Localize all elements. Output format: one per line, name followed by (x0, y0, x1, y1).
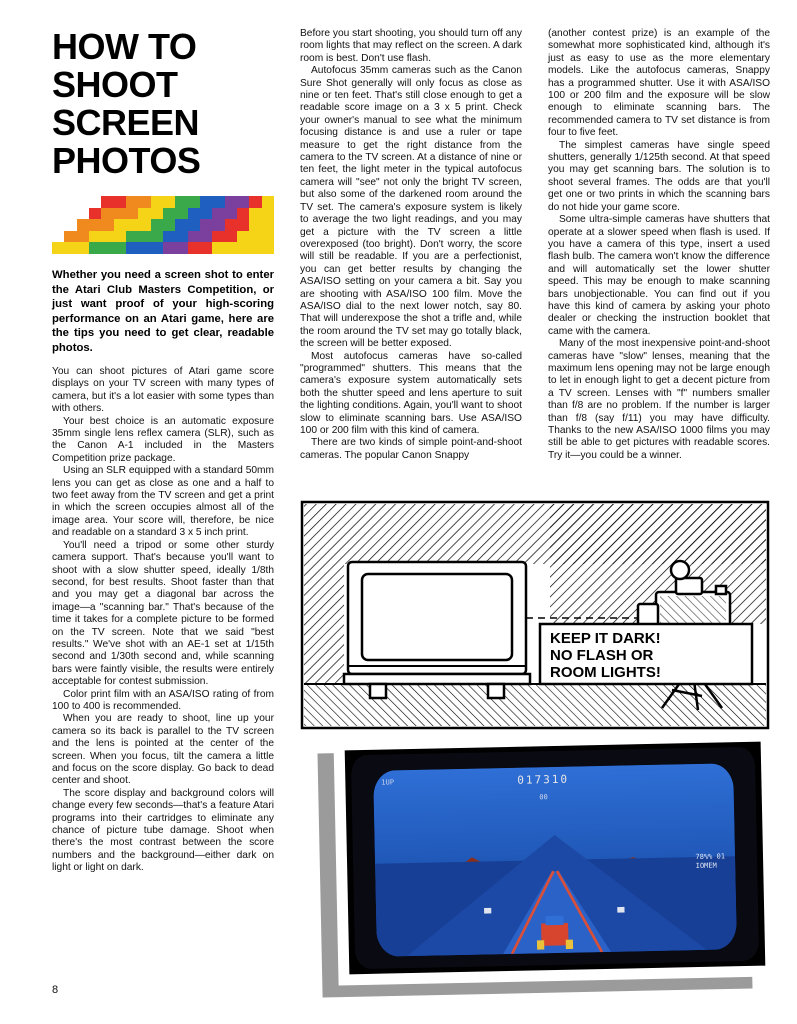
rainbow-cell (188, 208, 200, 220)
title-line-1: HOW TO (52, 26, 197, 67)
sign-line-1: KEEP IT DARK! (550, 630, 661, 647)
rainbow-cell (212, 208, 224, 220)
page-edge (787, 0, 797, 1024)
paragraph: The simplest cameras have single speed shutters, generally 1/125th second. At that speed you may get scanning bars. The solution is to shoot several frames. The odds are that you'll get one or two prints in which the scanning bars do not hide your game score. (548, 139, 770, 213)
sign-line-3: ROOM LIGHTS! (550, 664, 661, 681)
rainbow-row (52, 208, 274, 220)
page-number: 8 (52, 984, 59, 996)
rainbow-cell (138, 219, 150, 231)
rainbow-cell (188, 196, 200, 208)
rainbow-cell (89, 196, 101, 208)
paragraph: When you are ready to shoot, line up your camera so its back is parallel to the TV screen and the lens is pointed at the center of the screen. When you focus, tilt the camera a little and focus on the score display. Go back to dead center and shoot. (52, 713, 274, 787)
rainbow-cell (52, 208, 64, 220)
rainbow-cell (200, 219, 212, 231)
rainbow-cell (262, 231, 274, 243)
rainbow-cell (151, 219, 163, 231)
rainbow-cell (249, 196, 261, 208)
game-hud-left: 1UP (381, 778, 395, 787)
rainbow-cell (151, 231, 163, 243)
rainbow-cell (114, 208, 126, 220)
paragraph: There are two kinds of simple point-and-shoot cameras. The popular Canon Snappy (300, 437, 522, 461)
rainbow-cell (52, 219, 64, 231)
tv-bezel (351, 747, 759, 969)
rainbow-cell (212, 231, 224, 243)
rainbow-cell (77, 231, 89, 243)
paragraph: (another contest prize) is an example of the somewhat more sophisticated kind, although it's just as easy to use as the more elementary models. Like the autofocus cameras, Snappy has a programmed shutter. Use it with ASA/ISO 100 or 200 film and the exposure will be slow enough to eliminate scanning bars. The recommended camera to TV set distance is from four to five feet. (548, 28, 770, 139)
body-column-2 (300, 28, 522, 462)
rainbow-cell (101, 219, 113, 231)
rainbow-cell (175, 196, 187, 208)
rainbow-cell (114, 219, 126, 231)
rainbow-cell (101, 208, 113, 220)
rainbow-cell (225, 208, 237, 220)
rainbow-cell (163, 196, 175, 208)
rainbow-cell (114, 231, 126, 243)
rainbow-cell (89, 242, 101, 254)
rainbow-cell (163, 231, 175, 243)
paragraph: Using an SLR equipped with a standard 50mm lens you can get as close as one and a half to two feet away from the TV screen and get a print in which the screen occupies almost all of the image area. Your score will, therefore, be nice and readable on a standard 3 x 5 inch print. (52, 465, 274, 539)
rainbow-cell (126, 231, 138, 243)
game-score: 017310 (517, 772, 570, 787)
rainbow-cell (249, 219, 261, 231)
paragraph: You can shoot pictures of Atari game score displays on your TV screen with many types of camera, but it's a lot easier with some types than with others. (52, 366, 274, 415)
rainbow-cell (262, 196, 274, 208)
paragraph: Some ultra-simple cameras have shutters that operate at a slower speed when flash is used. If you have a camera of this type, insert a used flash bulb. The camera won't know the difference and will automatically set the lower shutter speed. This may be enough to make scanning bars unobjectionable. You can find out if you have this kind of camera by asking your photo dealer or checking the instruction booklet that came with the camera. (548, 214, 770, 337)
rainbow-cell (237, 208, 249, 220)
rainbow-cell (262, 208, 274, 220)
rainbow-cell (101, 231, 113, 243)
body-column-3 (548, 28, 770, 462)
rainbow-cell (237, 196, 249, 208)
rainbow-cell (212, 242, 224, 254)
camera-tv-illustration (300, 500, 770, 730)
rainbow-cell (175, 219, 187, 231)
rainbow-cell (138, 242, 150, 254)
rainbow-cell (64, 208, 76, 220)
title-line-2: SHOOT (52, 64, 178, 105)
rainbow-cell (249, 208, 261, 220)
rainbow-cell (77, 196, 89, 208)
rainbow-cell (200, 231, 212, 243)
rainbow-cell (138, 231, 150, 243)
rainbow-cell (237, 219, 249, 231)
rainbow-cell (212, 219, 224, 231)
rainbow-cell (52, 242, 64, 254)
photo-image (345, 742, 766, 975)
rainbow-cell (237, 231, 249, 243)
paragraph: You'll need a tripod or some other sturdy camera support. That's because you'll want to shoot with a slow shutter speed, ideally 1/8th second, for best results. Shoot faster than that and you may get a diagonal bar across the image—a "scanning bar." That's because of the time it takes for a complete picture to be formed on the TV screen. Note that we said "best results." We've shot with an AE-1 set at 1/15th second and 1/30th second and, while scanning bars were faintly visible, the results were entirely acceptable for contest submission. (52, 539, 274, 688)
rainbow-cell (77, 208, 89, 220)
rainbow-cell (101, 196, 113, 208)
rainbow-cell (200, 196, 212, 208)
rainbow-cell (101, 242, 113, 254)
rainbow-cell (52, 231, 64, 243)
rainbow-cell (52, 196, 64, 208)
rainbow-cell (126, 208, 138, 220)
body-column-1 (52, 366, 274, 875)
page-title (52, 28, 282, 180)
rainbow-row (52, 242, 274, 254)
photo-border (333, 730, 776, 985)
rainbow-row (52, 231, 274, 243)
rainbow-cell (188, 231, 200, 243)
paragraph: Your best choice is an automatic exposure 35mm single lens reflex camera (SLR), such as the Canon A-1 included in the Masters Competition prize package. (52, 415, 274, 464)
rainbow-cell (77, 242, 89, 254)
rainbow-cell (64, 231, 76, 243)
paragraph: The score display and background colors will change every few seconds—that's a feature Atari programs into their cartridges to eliminate any chance of picture tube damage. Shoot when there's the most contrast between the score numbers and the background—either dark on light or light on dark. (52, 787, 274, 874)
rainbow-cell (249, 242, 261, 254)
rainbow-cell (64, 196, 76, 208)
rainbow-cell (114, 196, 126, 208)
article-deck: Whether you need a screen shot to enter the Atari Club Masters Competition, or just want proof of your high-scoring performance on an Atari game, here are the tips you need to get clear, readable photos. (52, 269, 274, 354)
rainbow-cell (163, 242, 175, 254)
rainbow-cell (126, 219, 138, 231)
rainbow-row (52, 219, 274, 231)
game-hud-center: 00 (539, 793, 548, 802)
rainbow-cell (64, 242, 76, 254)
tv-screen (373, 763, 737, 956)
game-hud-right-line-1: 78%% 01 (695, 852, 726, 862)
rainbow-cell (175, 242, 187, 254)
rainbow-pixel-graphic (52, 196, 274, 254)
rainbow-cell (114, 242, 126, 254)
rainbow-cell (225, 231, 237, 243)
rainbow-cell (175, 208, 187, 220)
game-hud-right (695, 853, 725, 872)
rainbow-cell (89, 219, 101, 231)
rainbow-cell (249, 231, 261, 243)
paragraph: Autofocus 35mm cameras such as the Canon Sure Shot generally will only focus as close as nine or ten feet. That's still close enough to get a readable score image on a 3 x 5 print. Check your owner's manual to see what the minimum focusing distance is and use a ruler or tape measure to get the right distance from the camera to the TV screen. At a distance of nine or ten feet, the light meter in the typical autofocus camera will "see" not only the bright TV screen, but also some of the darkened room around the TV set. The camera's exposure system is likely to average the two light readings, and you may get a picture with the TV screen a little overexposed (too bright). Don't worry, the score will still be readable. If you are a perfectionist, you can get better results by changing the ASA/ISO setting on your camera a bit. Say you are shooting with ASA/ISO 100 film. Move the ASA/ISO dial to the next lower notch, say 80. That will underexpose the shot a trifle and, while the room around the TV set may go totally black, the screen will be better exposed. (300, 65, 522, 350)
rainbow-cell (225, 196, 237, 208)
sign-line-2: NO FLASH OR (550, 647, 654, 664)
rainbow-cell (89, 231, 101, 243)
rainbow-cell (89, 208, 101, 220)
paragraph: Many of the most inexpensive point-and-shoot cameras have "slow" lenses, meaning that the maximum lens opening may not be large enough to let in enough light to get a decent picture from a TV screen. Lenses with "f" numbers smaller than f/8 are no problem. If the number is larger than f/8 (say f/11) you may have difficulty. Thanks to the new ASA/ISO 1000 films you may still be able to get pictures with readable scores. Try it—you could be a winner. (548, 338, 770, 461)
rainbow-row (52, 196, 274, 208)
rainbow-cell (126, 196, 138, 208)
rainbow-cell (151, 208, 163, 220)
rainbow-cell (225, 219, 237, 231)
game-sprites (373, 763, 737, 956)
rainbow-cell (188, 219, 200, 231)
rainbow-cell (212, 196, 224, 208)
paragraph: Before you start shooting, you should turn off any room lights that may reflect on the screen. A dark room is best. Don't use flash. (300, 28, 522, 64)
rainbow-cell (151, 242, 163, 254)
rainbow-cell (200, 242, 212, 254)
screen-photo (320, 735, 775, 997)
rainbow-cell (77, 219, 89, 231)
game-hud-right-line-2: IOMEM (695, 861, 717, 871)
title-line-4: PHOTOS (52, 140, 201, 181)
rainbow-cell (151, 196, 163, 208)
rainbow-cell (262, 242, 274, 254)
title-line-3: SCREEN (52, 102, 200, 143)
rainbow-cell (163, 208, 175, 220)
rainbow-cell (64, 219, 76, 231)
rainbow-cell (200, 208, 212, 220)
rainbow-cell (188, 242, 200, 254)
rainbow-cell (237, 242, 249, 254)
rainbow-cell (175, 231, 187, 243)
rainbow-cell (225, 242, 237, 254)
paragraph: Most autofocus cameras have so-called "programmed" shutters. This means that the camera's exposure system automatically sets both the shutter speed and lens aperture to suit the lighting conditions. Again, you'll want to shoot slow to eliminate scanning bars. Use ASA/ISO 100 or 200 film with this kind of camera. (300, 350, 522, 436)
rainbow-cell (163, 219, 175, 231)
rainbow-cell (138, 208, 150, 220)
rainbow-cell (262, 219, 274, 231)
paragraph: Color print film with an ASA/ISO rating of from 100 to 400 is recommended. (52, 688, 274, 712)
rainbow-cell (126, 242, 138, 254)
rainbow-cell (138, 196, 150, 208)
